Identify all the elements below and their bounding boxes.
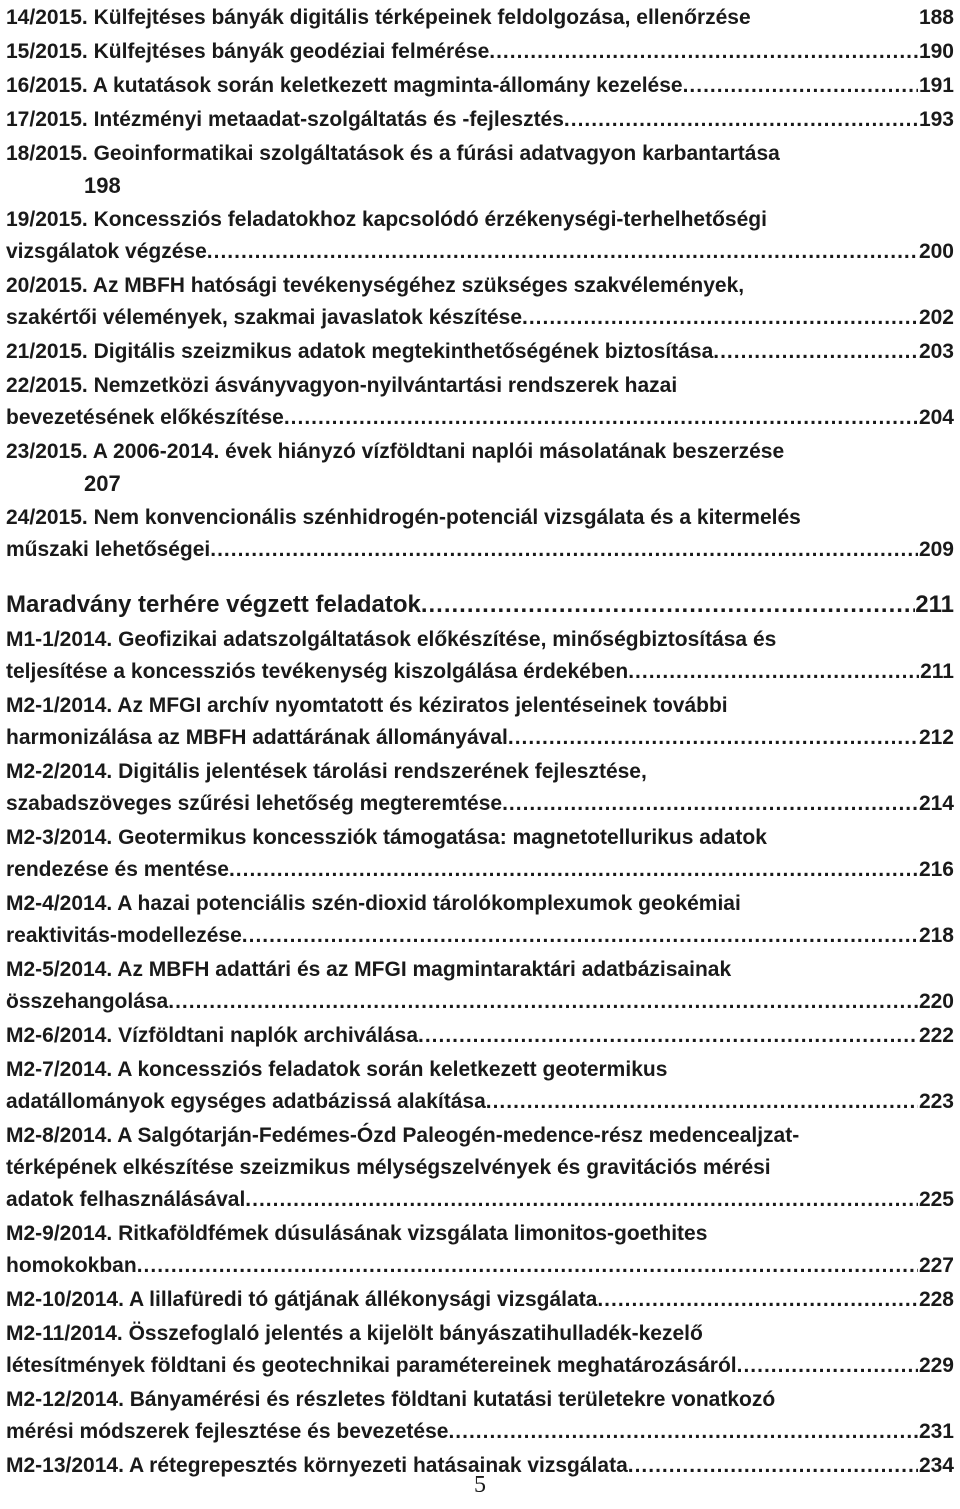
entry-title-line: M2-9/2014. Ritkaföldfémek dúsulásának vizsgálata limonitos-goethites bbox=[6, 1222, 708, 1245]
entry-page-number: 209 bbox=[918, 538, 954, 561]
dot-leader bbox=[284, 402, 918, 434]
entry-title-text: bevezetésének előkészítése bbox=[6, 406, 284, 429]
entry-title-text: mérési módszerek fejlesztése és bevezetése bbox=[6, 1420, 449, 1443]
entry-title-text: 17/2015. Intézményi metaadat-szolgáltatás és -fejlesztés bbox=[6, 108, 564, 131]
toc-entry[interactable] bbox=[6, 822, 954, 886]
entry-page-number: 198 bbox=[84, 173, 121, 198]
entry-title-line: M2-11/2014. Összefoglaló jelentés a kijelölt bányászatihulladék-kezelő bbox=[6, 1322, 703, 1345]
toc-entry[interactable] bbox=[6, 270, 954, 334]
toc-entry[interactable] bbox=[6, 1318, 954, 1382]
entry-page-number: 229 bbox=[918, 1354, 954, 1377]
dot-leader bbox=[508, 722, 918, 754]
dot-leader bbox=[448, 1416, 918, 1448]
entry-title-line: 22/2015. Nemzetközi ásványvagyon-nyilvántartási rendszerek hazai bbox=[6, 374, 678, 397]
dot-leader bbox=[242, 920, 918, 952]
entry-title-text: 15/2015. Külfejtéses bányák geodéziai felmérése bbox=[6, 40, 490, 63]
entry-title-text: összehangolása bbox=[6, 990, 169, 1013]
entry-page-number: 223 bbox=[918, 1090, 954, 1113]
entry-last-line bbox=[6, 104, 954, 136]
toc-entry[interactable] bbox=[6, 1384, 954, 1448]
dot-leader bbox=[522, 302, 918, 334]
entry-title-line: M2-12/2014. Bányamérési és részletes földtani kutatási területekre vonatkozó bbox=[6, 1388, 776, 1411]
entry-title-text: vizsgálatok végzése bbox=[6, 240, 207, 263]
entry-last-line bbox=[6, 1250, 954, 1282]
entry-page-number: 231 bbox=[918, 1420, 954, 1443]
toc-entry[interactable] bbox=[6, 104, 954, 136]
entry-title-line: M2-7/2014. A koncessziós feladatok során keletkezett geotermikus bbox=[6, 1058, 668, 1081]
toc-entry[interactable] bbox=[6, 1020, 954, 1052]
toc-entry[interactable] bbox=[6, 690, 954, 754]
toc-entry[interactable] bbox=[6, 1120, 954, 1216]
entry-title-text: harmonizálása az MBFH adattárának állományával bbox=[6, 726, 508, 749]
entry-title-line: 19/2015. Koncessziós feladatokhoz kapcsolódó érzékenységi-terhelhetőségi bbox=[6, 208, 767, 231]
entry-title-text: létesítmények földtani és geotechnikai paramétereinek meghatározásáról bbox=[6, 1354, 737, 1377]
entry-last-line bbox=[6, 1020, 954, 1052]
entry-title-text: teljesítése a koncessziós tevékenység kiszolgálása érdekében bbox=[6, 660, 629, 683]
entry-last-line bbox=[6, 1284, 954, 1316]
toc-section-list bbox=[6, 624, 954, 1482]
dot-leader bbox=[683, 70, 918, 102]
toc-entry[interactable] bbox=[6, 954, 954, 1018]
entry-last-line bbox=[6, 986, 954, 1018]
entry-last-line bbox=[6, 656, 954, 688]
entry-title-text: műszaki lehetőségei bbox=[6, 538, 211, 561]
dot-leader bbox=[597, 1284, 918, 1316]
dot-leader bbox=[502, 788, 918, 820]
entry-last-line bbox=[6, 1350, 954, 1382]
toc-entry[interactable] bbox=[6, 888, 954, 952]
toc-entry[interactable] bbox=[6, 1284, 954, 1316]
entry-last-line bbox=[6, 236, 954, 268]
entry-page-number: 214 bbox=[918, 792, 954, 815]
entry-title-line: térképének elkészítése szeizmikus mélységszelvények és gravitációs mérési bbox=[6, 1156, 771, 1179]
dot-leader bbox=[137, 1250, 918, 1282]
entry-last-line bbox=[6, 722, 954, 754]
entry-page-number: 193 bbox=[918, 108, 954, 131]
toc-entry[interactable] bbox=[6, 756, 954, 820]
entry-page-number: 190 bbox=[918, 40, 954, 63]
toc-entry[interactable] bbox=[6, 2, 954, 34]
entry-page-number: 212 bbox=[918, 726, 954, 749]
toc-entry[interactable] bbox=[6, 436, 954, 500]
entry-title-line: 23/2015. A 2006-2014. évek hiányzó vízföldtani naplói másolatának beszerzése bbox=[6, 440, 785, 463]
entry-page-number: 222 bbox=[918, 1024, 954, 1047]
entry-last-line bbox=[6, 534, 954, 566]
entry-last-line bbox=[6, 788, 954, 820]
table-of-contents bbox=[6, 0, 954, 1482]
entry-title-line: M2-5/2014. Az MBFH adattári és az MFGI magmintaraktári adatbázisainak bbox=[6, 958, 732, 981]
entry-page-number: 216 bbox=[918, 858, 954, 881]
entry-page-number: 228 bbox=[918, 1288, 954, 1311]
entry-last-line bbox=[6, 854, 954, 886]
entry-page-number: 202 bbox=[918, 306, 954, 329]
toc-entry[interactable] bbox=[6, 1054, 954, 1118]
section-title: Maradvány terhére végzett feladatok bbox=[6, 591, 421, 618]
dot-leader bbox=[713, 336, 918, 368]
entry-page-number: 204 bbox=[918, 406, 954, 429]
toc-entry[interactable] bbox=[6, 204, 954, 268]
dot-leader bbox=[168, 986, 918, 1018]
toc-entry[interactable] bbox=[6, 1218, 954, 1282]
dot-leader bbox=[737, 1350, 918, 1382]
entry-last-line bbox=[6, 1416, 954, 1448]
dot-leader bbox=[486, 1086, 918, 1118]
entry-title-text: M2-6/2014. Vízföldtani naplók archiválása bbox=[6, 1024, 418, 1047]
toc-entry[interactable] bbox=[6, 336, 954, 368]
dot-leader bbox=[628, 656, 919, 688]
entry-page-number: 203 bbox=[918, 340, 954, 363]
entry-last-line bbox=[6, 336, 954, 368]
entry-last-line bbox=[6, 302, 954, 334]
entry-title-text: reaktivitás-modellezése bbox=[6, 924, 242, 947]
entry-last-line bbox=[6, 1086, 954, 1118]
entry-page-number: 211 bbox=[920, 660, 954, 683]
toc-entry[interactable] bbox=[6, 624, 954, 688]
toc-list bbox=[6, 2, 954, 566]
entry-title-line: M2-1/2014. Az MFGI archív nyomtatott és kéziratos jelentéseinek további bbox=[6, 694, 728, 717]
dot-leader bbox=[418, 1020, 918, 1052]
entry-page-number: 218 bbox=[918, 924, 954, 947]
entry-title-text: adatok felhasználásával bbox=[6, 1188, 246, 1211]
toc-section-heading[interactable] bbox=[6, 588, 954, 622]
dot-leader bbox=[421, 588, 915, 622]
entry-last-line bbox=[6, 402, 954, 434]
toc-entry[interactable] bbox=[6, 370, 954, 434]
entry-title-text: 16/2015. A kutatások során keletkezett magminta-állomány kezelése bbox=[6, 74, 683, 97]
toc-entry[interactable] bbox=[6, 36, 954, 68]
entry-title-text: homokokban bbox=[6, 1254, 137, 1277]
dot-leader bbox=[229, 854, 918, 886]
dot-leader bbox=[245, 1184, 918, 1216]
entry-title-text: M2-13/2014. A rétegrepesztés környezeti hatásainak vizsgálata bbox=[6, 1454, 628, 1477]
entry-title-line: 18/2015. Geoinformatikai szolgáltatások és a fúrási adatvagyon karbantartása bbox=[6, 142, 780, 165]
page-number: 5 bbox=[474, 1472, 486, 1498]
entry-page-number: 225 bbox=[918, 1188, 954, 1211]
entry-title-line: M2-3/2014. Geotermikus koncessziók támogatása: magnetotellurikus adatok bbox=[6, 826, 767, 849]
entry-title-text: 21/2015. Digitális szeizmikus adatok megtekinthetőségének biztosítása bbox=[6, 340, 714, 363]
entry-page-number: 220 bbox=[918, 990, 954, 1013]
dot-leader bbox=[564, 104, 918, 136]
entry-title-text: szakértői vélemények, szakmai javaslatok készítése bbox=[6, 306, 522, 329]
section-page: 211 bbox=[915, 591, 954, 618]
entry-title-text: szabadszöveges szűrési lehetőség megteremtése bbox=[6, 792, 503, 815]
toc-entry[interactable] bbox=[6, 502, 954, 566]
entry-last-line bbox=[6, 1184, 954, 1216]
entry-title-line: M1-1/2014. Geofizikai adatszolgáltatások előkészítése, minőségbiztosítása és bbox=[6, 628, 777, 651]
entry-page-number: 234 bbox=[918, 1454, 954, 1477]
entry-page-number: 207 bbox=[84, 471, 121, 496]
entry-title-line: M2-2/2014. Digitális jelentések tárolási rendszerének fejlesztése, bbox=[6, 760, 647, 783]
dot-leader bbox=[210, 534, 918, 566]
entry-title-text: adatállományok egységes adatbázissá alakítása bbox=[6, 1090, 486, 1113]
entry-title-text: 14/2015. Külfejtéses bányák digitális térképeinek feldolgozása, ellenőrzése bbox=[6, 6, 751, 29]
entry-last-line bbox=[6, 2, 954, 34]
entry-title-text: M2-10/2014. A lillafüredi tó gátjának állékonysági vizsgálata bbox=[6, 1288, 598, 1311]
entry-last-line bbox=[6, 36, 954, 68]
entry-title-text: rendezése és mentése bbox=[6, 858, 229, 881]
entry-last-line bbox=[6, 70, 954, 102]
toc-entry[interactable] bbox=[6, 138, 954, 202]
entry-title-line: M2-8/2014. A Salgótarján-Fedémes-Ózd Paleogén-medence-rész medencealjzat- bbox=[6, 1124, 800, 1147]
entry-page-number: 191 bbox=[918, 74, 954, 97]
entry-title-line: M2-4/2014. A hazai potenciális szén-dioxid tárolókomplexumok geokémiai bbox=[6, 892, 741, 915]
entry-page-number: 227 bbox=[918, 1254, 954, 1277]
dot-leader bbox=[207, 236, 918, 268]
dot-leader bbox=[489, 36, 918, 68]
entry-title-line: 20/2015. Az MBFH hatósági tevékenységéhez szükséges szakvélemények, bbox=[6, 274, 745, 297]
entry-page-number: 188 bbox=[918, 6, 954, 29]
entry-page-number: 200 bbox=[918, 240, 954, 263]
entry-last-line bbox=[6, 920, 954, 952]
entry-title-line: 24/2015. Nem konvencionális szénhidrogén-potenciál vizsgálata és a kitermelés bbox=[6, 506, 801, 529]
toc-entry[interactable] bbox=[6, 70, 954, 102]
